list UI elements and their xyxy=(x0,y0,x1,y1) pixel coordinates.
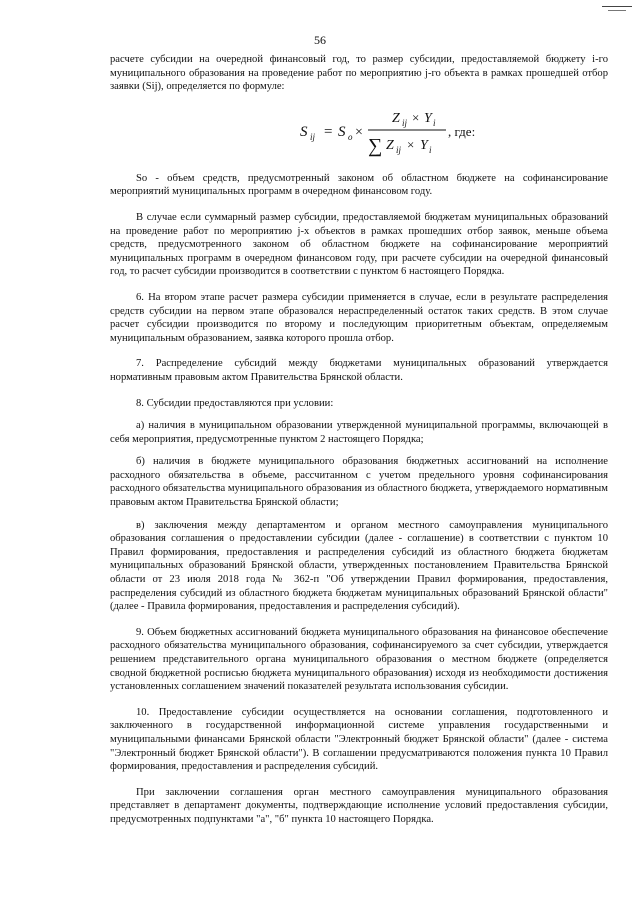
numerator-y: Y xyxy=(424,110,432,126)
document-body xyxy=(110,53,608,827)
formula-lhs: S xyxy=(300,123,308,140)
formula-graphic xyxy=(300,100,560,162)
denominator-times: × xyxy=(407,136,415,152)
denominator-y: Y xyxy=(420,137,428,153)
paragraph-6: 6. На втором этапе расчет размера субсидии применяется в случае, если в результате распределения средств субсидии на первом этапе образовался нераспределенный остаток таких средств. В этом случае расчет субсидии производится по второму и последующим приоритетным объектам, определяемым муниципальным образованием, заявка которого прошла отбор. xyxy=(110,291,608,344)
formula-so-sub: o xyxy=(348,131,353,142)
formula-times: × xyxy=(355,124,363,140)
formula-tail: , где: xyxy=(448,123,476,139)
paragraph-8v: в) заключения между департаментом и органом местного самоуправления муниципального образования соглашения о предоставлении субсидии (далее - соглашение) в соответствии с пунктом 10 Правил формирования, предоставления и распределения субсидий из областного бюджета бюджетам муниципальных образований Брянской области, утвержденных постановлением Правительства Брянской области от 23 июля 2018 года № 362-п "Об утверждении Правил формирования, предоставления, распределения субсидий из областного бюджета бюджетам муниципальных образований Брянской области" (далее - Правила формирования, предоставления и распределения субсидий). xyxy=(110,519,608,613)
so-definition: So - объем средств, предусмотренный законом об областном бюджете на софинансирование мероприятий муниципальных программ в очередном финансовом году. xyxy=(110,172,608,198)
paragraph-9: 9. Объем бюджетных ассигнований бюджета муниципального образования на финансовое обеспечение расходного обязательства муниципального образования, софинансируемого за счет субсидии, утверждается решением представительного органа муниципального образования о местном бюджете (определяется сводной бюджетной росписью бюджета муниципального образования) исходя из необходимости достижения установленных соглашением значений показателей результата использования субсидии. xyxy=(110,626,608,693)
paragraph-7: 7. Распределение субсидий между бюджетами муниципальных образований утверждается нормативным правовым актом Правительства Брянской области. xyxy=(110,358,608,383)
formula-equals: = xyxy=(324,123,333,140)
page-number: 56 xyxy=(314,33,326,47)
paragraph-10: 10. Предоставление субсидии осуществляется на основании соглашения, подготовленного и заключенного в государственной информационной системе управления государственными и муниципальными финансами Брянской области "Электронный бюджет Брянской области" (далее - система "Электронный бюджет Брянской области"). В соглашении предусматриваются положения пункта 10 Правил формирования, предоставления и распределения субсидий. xyxy=(110,706,608,773)
denominator-z-sub: ij xyxy=(396,144,402,155)
formula-so: S xyxy=(338,123,346,140)
denominator-z: Z xyxy=(386,137,394,153)
sum-sign: ∑ xyxy=(368,134,383,157)
subsidy-formula xyxy=(110,100,608,162)
paragraph-case: В случае если суммарный размер субсидии, предоставляемой бюджетам муниципальных образований на проведение работ по мероприятию j-х объектов в рамках прошедших отбор заявок, меньше объема средств, предусмотренного законом об областном бюджете на софинансирование мероприятий муниципальных программ в очередном финансовом году, при расчете субсидии на очередной финансовый год, то расчет субсидии производится в соответствии с пунктом 6 настоящего Порядка. xyxy=(110,211,608,278)
paragraph-8b: б) наличия в бюджете муниципального образования бюджетных ассигнований на исполнение расходного обязательства в объеме, рассчитанном с учетом предельного уровня софинансирования расходного обязательства муниципального образования из областного бюджета, утверждаемого нормативным правовым актом Правительства Брянской области; xyxy=(110,456,608,509)
paragraph-last: При заключении соглашения орган местного самоуправления муниципального образования представляет в департамент документы, подтверждающие исполнение условий предоставления субсидии, предусмотренных подпунктами "а", "б" пункта 10 настоящего Порядка. xyxy=(110,786,608,825)
formula-lhs-sub: ij xyxy=(310,131,316,142)
denominator-y-sub: i xyxy=(429,144,432,155)
scan-corner-mark xyxy=(602,6,632,7)
formula-intro: расчете субсидии на очередной финансовый год, то размер субсидии, предоставляемой бюджету i-го муниципального образования на проведение работ по мероприятию j-го объекта в рамках прошедшей отбор заявки (Sij), определяется по формуле: xyxy=(110,54,608,93)
numerator-y-sub: i xyxy=(433,117,436,128)
scan-corner-mark-secondary xyxy=(608,10,626,11)
numerator-z-sub: ij xyxy=(402,117,408,128)
paragraph-8a: а) наличия в муниципальном образовании утвержденной муниципальной программы, включающей в себя мероприятия, предусмотренные пунктом 2 настоящего Порядка; xyxy=(110,420,608,445)
numerator-times: × xyxy=(412,109,420,125)
paragraph-8: 8. Субсидии предоставляются при условии: xyxy=(136,397,334,409)
numerator-z: Z xyxy=(392,110,400,126)
